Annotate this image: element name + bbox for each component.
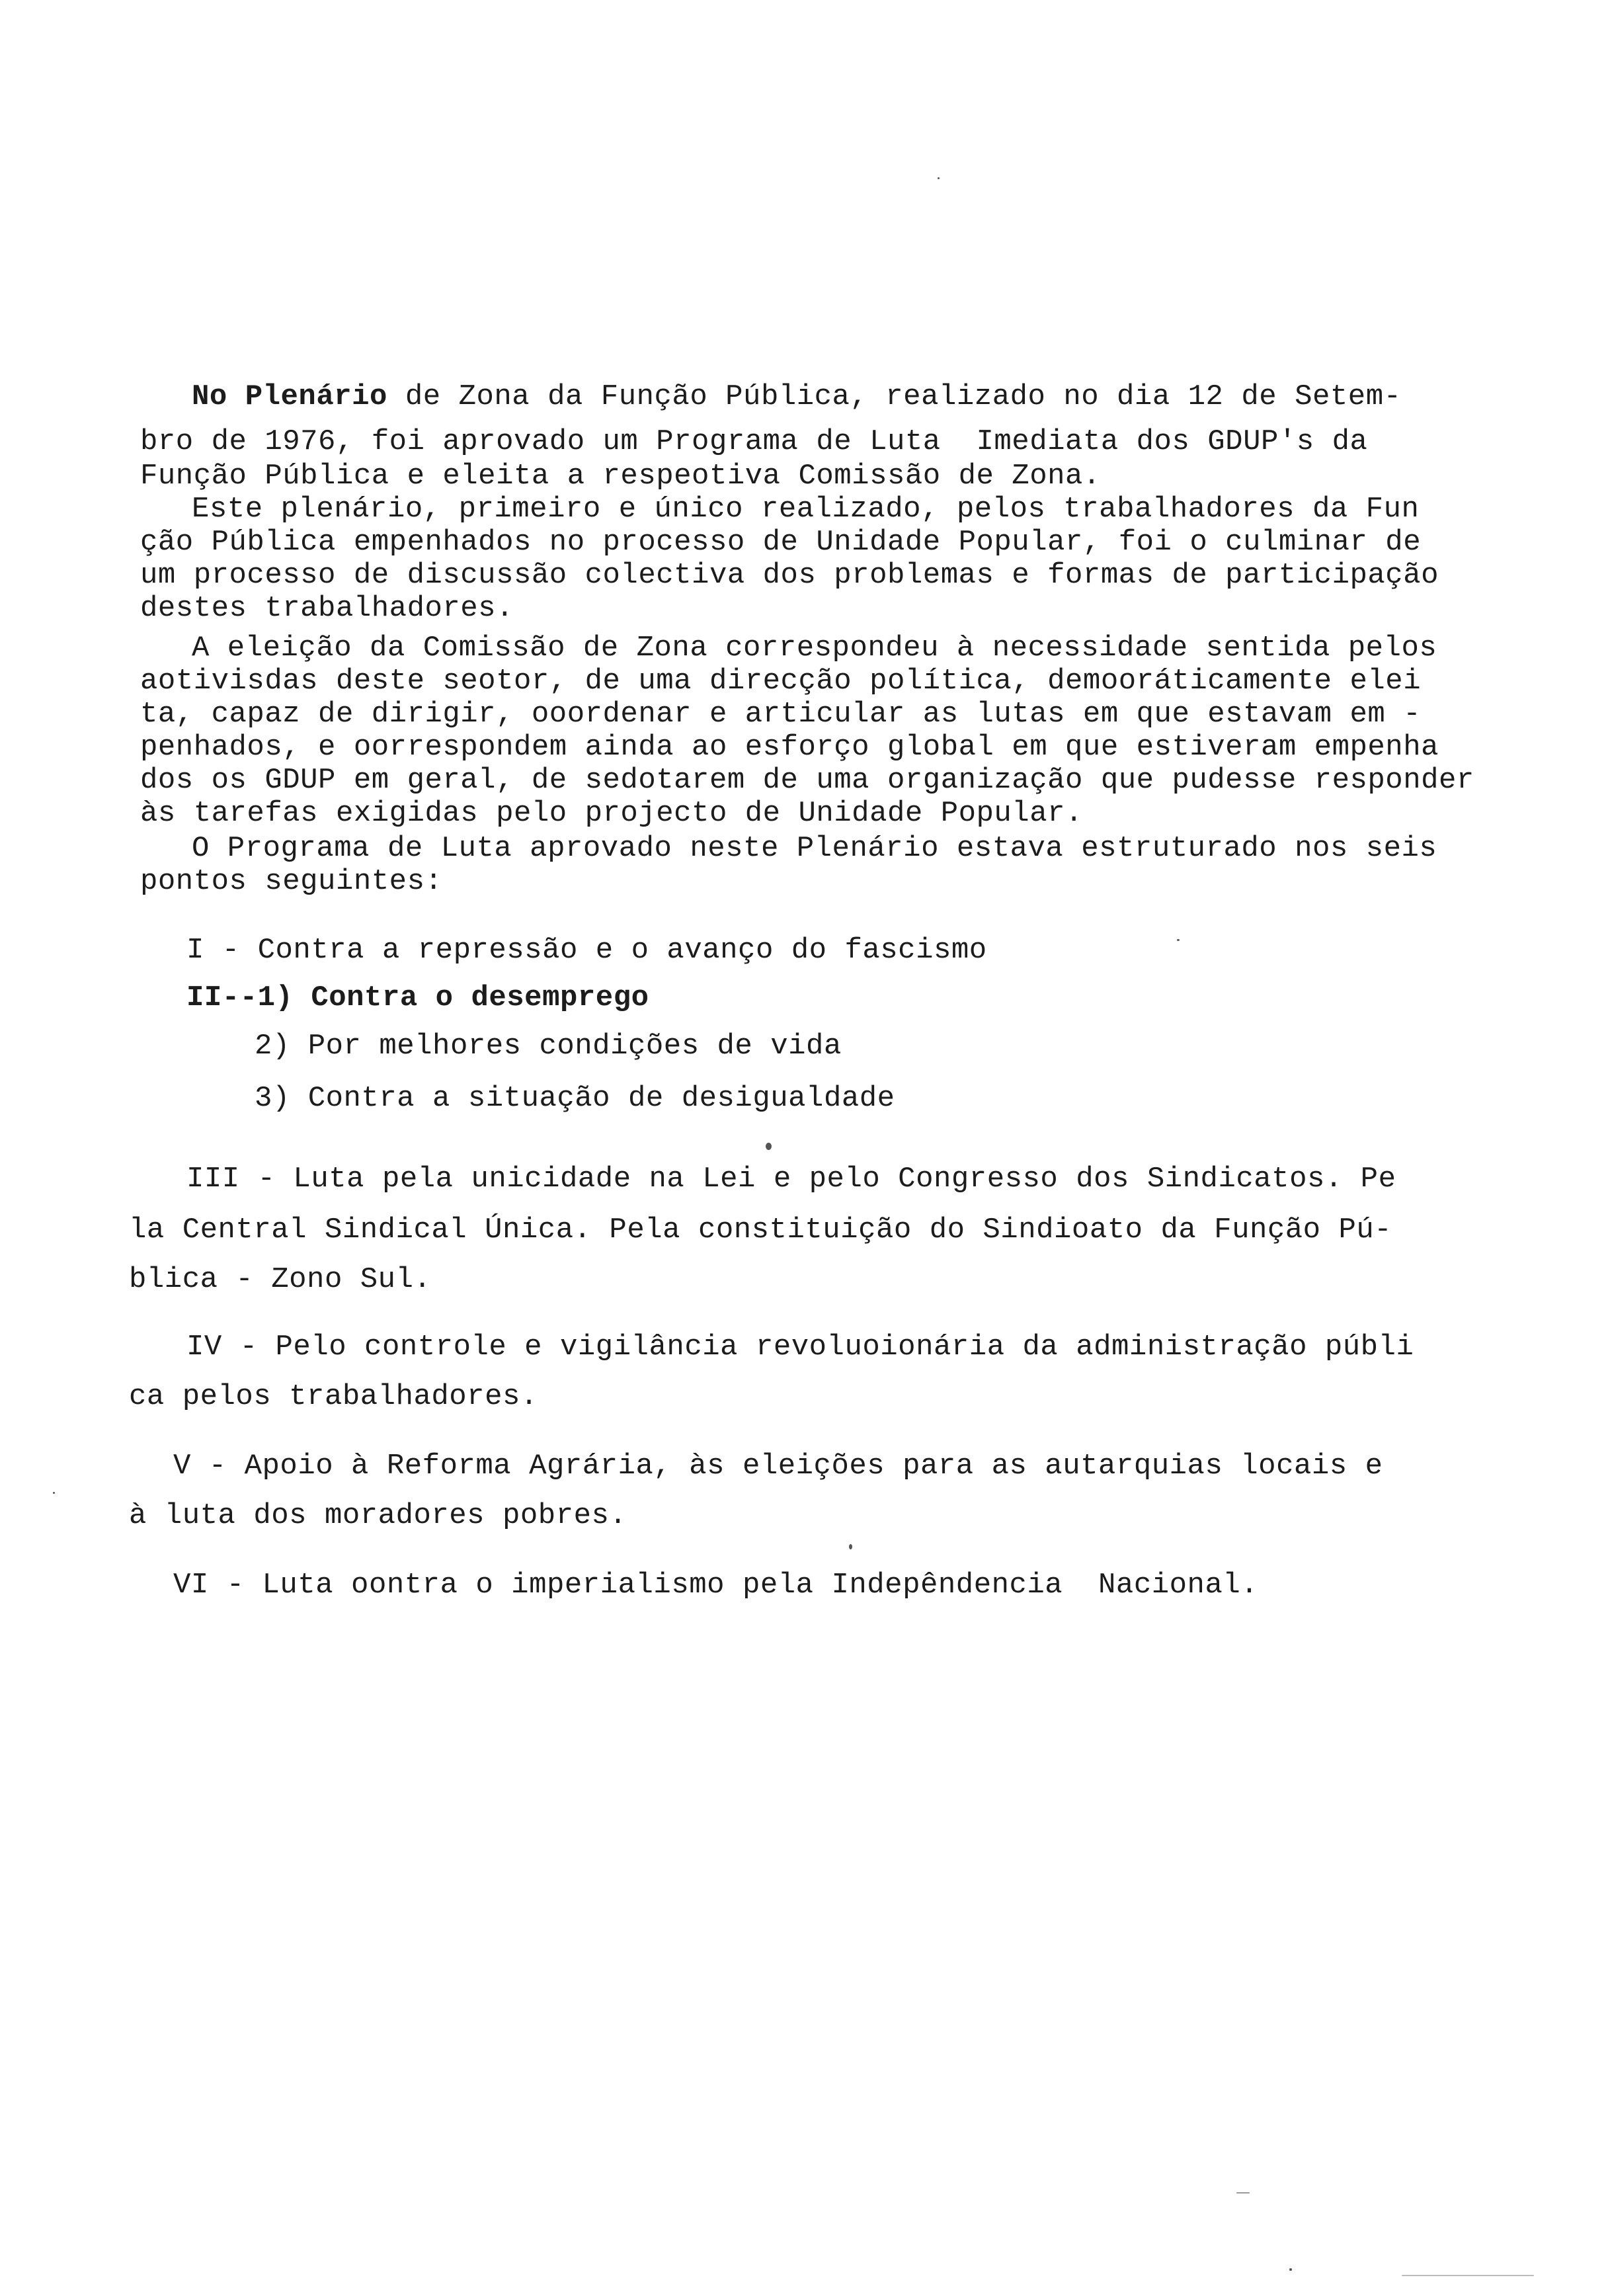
text-line: bro de 1976, foi aprovado um Programa de Luta Imediata dos GDUP's da (140, 425, 1368, 458)
text-line: aotivisdas deste seotor, de uma direcção política, demooráticamente elei (140, 665, 1422, 698)
program-point-iv-cont: ca pelos trabalhadores. (129, 1380, 538, 1413)
ink-speck (1177, 939, 1180, 941)
program-point-ii-1: II--1) Contra o desemprego (186, 981, 649, 1014)
program-point-iii-cont: la Central Sindical Única. Pela constituição do Sindioato da Função Pú- (129, 1213, 1392, 1247)
program-point-iv: IV - Pelo controle e vigilância revoluoionária da administração públi (186, 1331, 1414, 1364)
ink-speck (1402, 2275, 1534, 2276)
program-point-v-cont: à luta dos moradores pobres. (129, 1499, 627, 1532)
program-point-iii: III - Luta pela unicidade na Lei e pelo Congresso dos Sindicatos. Pe (186, 1163, 1396, 1196)
text-line: um processo de discussão colectiva dos problemas e formas de participação (140, 559, 1439, 592)
text-line: destes trabalhadores. (140, 592, 514, 625)
ink-speck (938, 177, 940, 179)
text-line: A eleição da Comissão de Zona correspondeu à necessidade sentida pelos (192, 632, 1437, 665)
program-point-iii-cont: blica - Zono Sul. (129, 1263, 432, 1296)
text-line (192, 380, 1402, 413)
ink-speck (849, 1544, 852, 1549)
text-line: às tarefas exigidas pelo projecto de Unidade Popular. (140, 797, 1083, 830)
program-point-v: V - Apoio à Reforma Agrária, às eleições para as autarquias locais e (173, 1450, 1383, 1483)
bold-heading-word: No Plenário (192, 380, 387, 413)
program-point-ii-3: 3) Contra a situação de desigualdade (255, 1082, 895, 1115)
ink-speck (1236, 2192, 1250, 2194)
program-point-vi: VI - Luta oontra o imperialismo pela Indepêndencia Nacional. (173, 1569, 1259, 1602)
text-line: Função Pública e eleita a respeotiva Comissão de Zona. (140, 460, 1101, 493)
ink-speck (766, 1143, 772, 1150)
ink-speck (53, 1492, 55, 1494)
text-line: penhados, e oorrespondem ainda ao esforço global em que estiveram empenha (140, 731, 1439, 764)
text-line: ta, capaz de dirigir, ooordenar e articular as lutas em que estavam em - (140, 698, 1422, 731)
text-line: Este plenário, primeiro e único realizado, pelos trabalhadores da Fun (192, 493, 1420, 526)
text-line: O Programa de Luta aprovado neste Plenário estava estruturado nos seis (192, 832, 1437, 865)
program-point-i: I - Contra a repressão e o avanço do fascismo (186, 934, 987, 967)
program-point-ii-2: 2) Por melhores condições de vida (255, 1030, 842, 1063)
text-line: pontos seguintes: (140, 865, 443, 898)
text-line: dos os GDUP em geral, de sedotarem de uma organização que pudesse responder (140, 764, 1474, 797)
text-line: ção Pública empenhados no processo de Unidade Popular, foi o culminar de (140, 526, 1422, 559)
text-line-rest: de Zona da Função Pública, realizado no dia 12 de Setem- (387, 380, 1402, 413)
ink-speck (1289, 2268, 1292, 2271)
